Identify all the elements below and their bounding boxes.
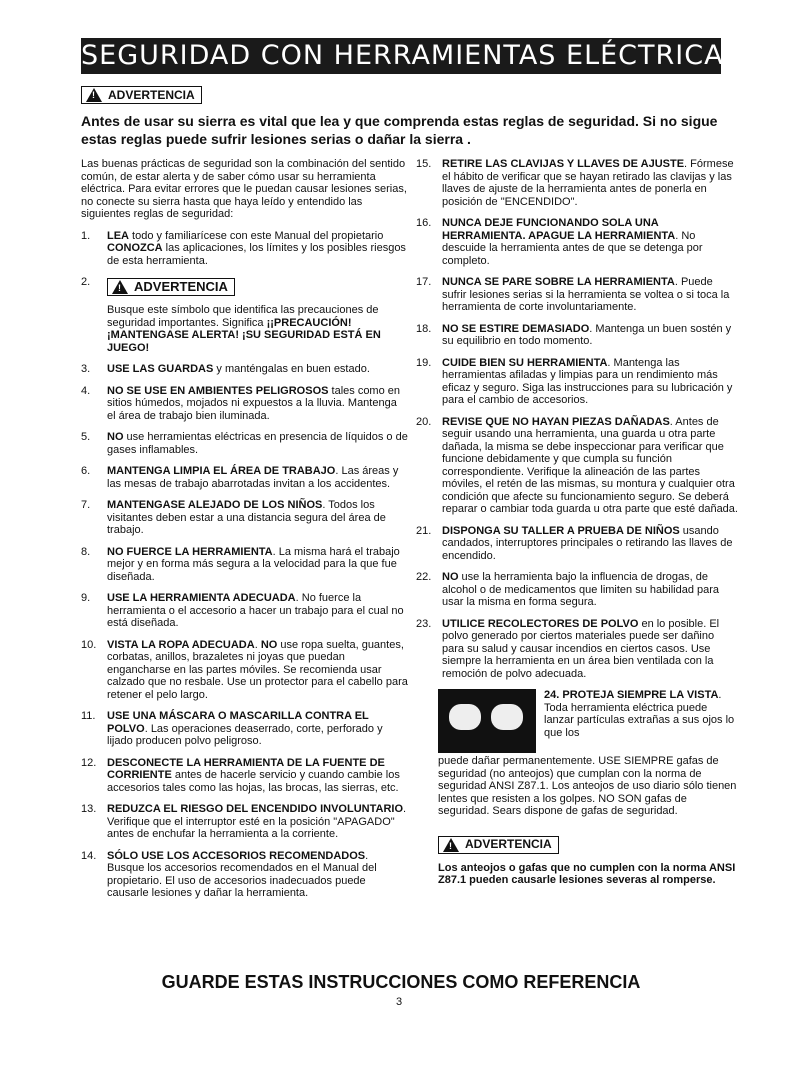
list-item: 20. REVISE QUE NO HAYAN PIEZAS DAÑADAS. Antes de seguir usando una herramienta, una guarda u otra parte dañada, la misma se debe inspeccionar para verificar que funcione debidamente y que cumpla su función correspondiente. Verifique la alineación de las partes móviles, el retén de las mismas, su montura y cualquier otra condición que afecte su funcionamiento seguro. Se deberá reparar o cambiar toda guarda u otra parte que esté dañada. <box>416 415 738 515</box>
page-number: 3 <box>395 996 403 1008</box>
list-item: 13. REDUZCA EL RIESGO DEL ENCENDIDO INVOLUNTARIO. Verifique que el interruptor esté en la posición "APAGADO" antes de enchufar la herramienta a la corriente. <box>81 803 407 840</box>
footer-heading: GUARDE ESTAS INSTRUCCIONES COMO REFERENCIA <box>161 972 641 992</box>
list-item: 7. MANTENGASE ALEJADO DE LOS NIÑOS. Todos los visitantes deben estar a una distancia segura del área de trabajo. <box>81 499 386 536</box>
warning-triangle-icon <box>86 88 102 102</box>
list-item: 6. MANTENGA LIMPIA EL ÁREA DE TRABAJO. Las áreas y las mesas de trabajo abarrotadas invitan a los accidentes. <box>81 465 399 490</box>
intro-warning-text: Antes de usar su sierra es vital que lea y que comprenda estas reglas de seguridad. Si no sigue estas reglas puede sufrir lesiones serias o dañar la sierra . <box>81 113 718 147</box>
warning-triangle-icon <box>443 838 459 852</box>
list-item: 19. CUIDE BIEN SU HERRAMIENTA. Mantenga las herramientas afiladas y limpias para un rendimiento más eficaz y seguro. Siga las instrucciones para su lubricación y para el cambio de accesorios. <box>416 356 733 406</box>
list-item: 10. VISTA LA ROPA ADECUADA. NO use ropa suelta, guantes, corbatas, anillos, brazaletes ni joyas que puedan engancharse en las partes móviles. Se recomienda usar calzado que no resbale. Use un protector para el cabello para retener el pelo largo. <box>81 638 408 701</box>
list-item: 18. NO SE ESTIRE DEMASIADO. Mantenga un buen sostén y su equilibrio en todo momento. <box>416 322 732 347</box>
warning-triangle-icon <box>112 280 128 294</box>
list-item: 9. USE LA HERRAMIENTA ADECUADA. No fuerce la herramienta o el accesorio a hacer un trabajo para el cual no está diseñada. <box>81 592 404 629</box>
goggles-warning-text: Los anteojos o gafas que no cumplen con la norma ANSI Z87.1 pueden causarle lesiones severas al romperse. <box>438 861 736 886</box>
list-item: 4. NO SE USE EN AMBIENTES PELIGROSOS tales como en sitios húmedos, mojados ni expuestos a la lluvia. Mantenga el área de trabajo bien iluminada. <box>81 384 401 422</box>
list-item: 16. NUNCA DEJE FUNCIONANDO SOLA UNA HERRAMIENTA. APAGUE LA HERRAMIENTA. No descuide la herramienta antes de que se detenga por completo. <box>416 217 703 267</box>
list-item: 3. USE LAS GUARDAS y manténgalas en buen estado. <box>81 363 370 375</box>
list-item-symbol: 2. ! ADVERTENCIA Busque este símbolo que identifica las precauciones de seguridad importantes. Significa ¡¡PRECAUCIÓN! ¡MANTENGASE ALERTA! ¡SU SEGURIDAD ESTÁ EN JUEGO! <box>81 276 408 354</box>
safety-goggles-icon <box>438 689 536 753</box>
list-item: 1. LEA todo y familiarícese con este Manual del propietario CONOZCA las aplicaciones, los límites y los posibles riesgos de esta herramienta. <box>81 229 406 267</box>
page-title-banner: SEGURIDAD CON HERRAMIENTAS ELÉCTRICAS <box>81 38 721 74</box>
lead-paragraph: Las buenas prácticas de seguridad son la combinación del sentido común, de estar alerta y de saber cómo usar su herramienta eléctrica. Para evitar errores que le puedan causar lesiones serias, no conecte su sierra hasta que haya leído y entendido las siguientes reglas de seguridad: <box>81 158 407 220</box>
list-item: 11. USE UNA MÁSCARA O MASCARILLA CONTRA EL POLVO. Las operaciones deaserrado, corte, perforado y lijado producen polvo peligroso. <box>81 710 383 747</box>
list-item: 23. UTILICE RECOLECTORES DE POLVO en lo posible. El polvo generado por ciertos materiales puede ser dañino para su salud y causar incendios en ciertos casos. Use siempre la herramienta en un área bien ventilada con la remoción de polvo adecuada. <box>416 617 720 680</box>
list-item: 14. SÓLO USE LOS ACCESORIOS RECOMENDADOS. Busque los accesorios recomendados en el Manual del propietario. El uso de accesorios inadecuados puede causarle lesiones y dañar la herramienta. <box>81 849 377 899</box>
list-item: 5. NO use herramientas eléctricas en presencia de líquidos o de gases inflamables. <box>81 431 408 456</box>
inline-warning-badge: ! ADVERTENCIA <box>107 278 235 296</box>
list-item: 21. DISPONGA SU TALLER A PRUEBA DE NIÑOS usando candados, interruptores principales o retirando las llaves de encendido. <box>416 524 733 562</box>
list-item: 15. RETIRE LAS CLAVIJAS Y LLAVES DE AJUSTE. Fórmese el hábito de verificar que se hayan retirado las clavijas y las llaves de ajuste de la herramienta antes de ponerla en posición de "ENCENDIDO". <box>416 158 734 208</box>
list-item: 8. NO FUERCE LA HERRAMIENTA. La misma hará el trabajo mejor y en forma más segura a la velocidad para la que fue diseñada. <box>81 545 400 583</box>
left-column <box>81 158 408 909</box>
list-item-eye-protection: 24. PROTEJA SIEMPRE LA VISTA. Toda herramienta eléctrica puede lanzar partículas extrañas a sus ojos lo que los <box>416 689 738 753</box>
list-item: 22. NO use la herramienta bajo la influencia de drogas, de alcohol o de medicamentos que limiten su habilidad para usar la misma en forma segura. <box>416 571 720 608</box>
warning-badge <box>81 86 202 104</box>
list-item: 12. DESCONECTE LA HERRAMIENTA DE LA FUENTE DE CORRIENTE antes de hacerle servicio y cuando cambie los accesorios tales como las hojas, las brocas, las sierras, etc. <box>81 756 400 794</box>
warning-label: ADVERTENCIA <box>108 88 195 102</box>
eye-protection-text: puede dañar permanentemente. USE SIEMPRE gafas de seguridad (no anteojos) que cumplan con la norma de seguridad ANSI Z87.1. Los anteojos de uso diario sólo tienen lentes que resisten a los golpes. NO SON gafas de seguridad. Sears dispone de gafas de seguridad. <box>438 755 737 817</box>
list-item: 17. NUNCA SE PARE SOBRE LA HERRAMIENTA. Puede sufrir lesiones serias si la herramienta se voltea o si toca la herramienta de corte involuntariamente. <box>416 276 730 313</box>
right-warning-badge: ! ADVERTENCIA <box>438 836 559 854</box>
right-column <box>416 158 738 887</box>
